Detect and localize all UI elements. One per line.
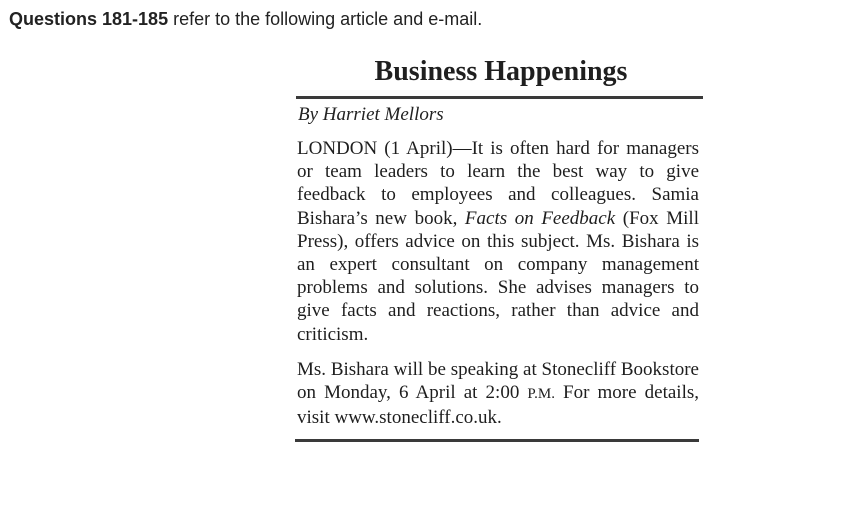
instruction-text: refer to the following article and e-mail. xyxy=(168,9,483,29)
question-range: Questions 181-185 xyxy=(9,9,169,29)
paragraph-2-text-b: For more details, visit www.stonecliff.co.uk. xyxy=(297,382,699,429)
paragraph-2-text-a: Ms. Bishara will be speaking at Stonecliff Bookstore on Monday, 6 April at 2:00 xyxy=(297,358,699,404)
bottom-divider xyxy=(295,439,699,442)
article-paragraph-1 xyxy=(297,137,699,346)
paragraph-1-text-a: LONDON (1 April)—It is often hard for managers or team leaders to learn the best way to give feedback to employees and colleagues. Samia Bishara’s new book, xyxy=(297,138,699,229)
article-title: Business Happenings xyxy=(374,56,628,87)
article-byline: By Harriet Mellors xyxy=(298,104,444,125)
article xyxy=(293,52,703,442)
question-instruction xyxy=(9,9,482,30)
article-paragraph-2 xyxy=(297,358,699,430)
time-suffix: P.M. xyxy=(527,386,555,403)
book-title: Facts on Feedback xyxy=(464,207,616,229)
paragraph-1-text-b: (Fox Mill Press), offers advice on this subject. Ms. Bishara is an expert consultant on company management problems and solutions. She advises managers to give facts and reactions, rather than advice and criticism. xyxy=(297,207,699,345)
top-divider xyxy=(296,96,703,99)
